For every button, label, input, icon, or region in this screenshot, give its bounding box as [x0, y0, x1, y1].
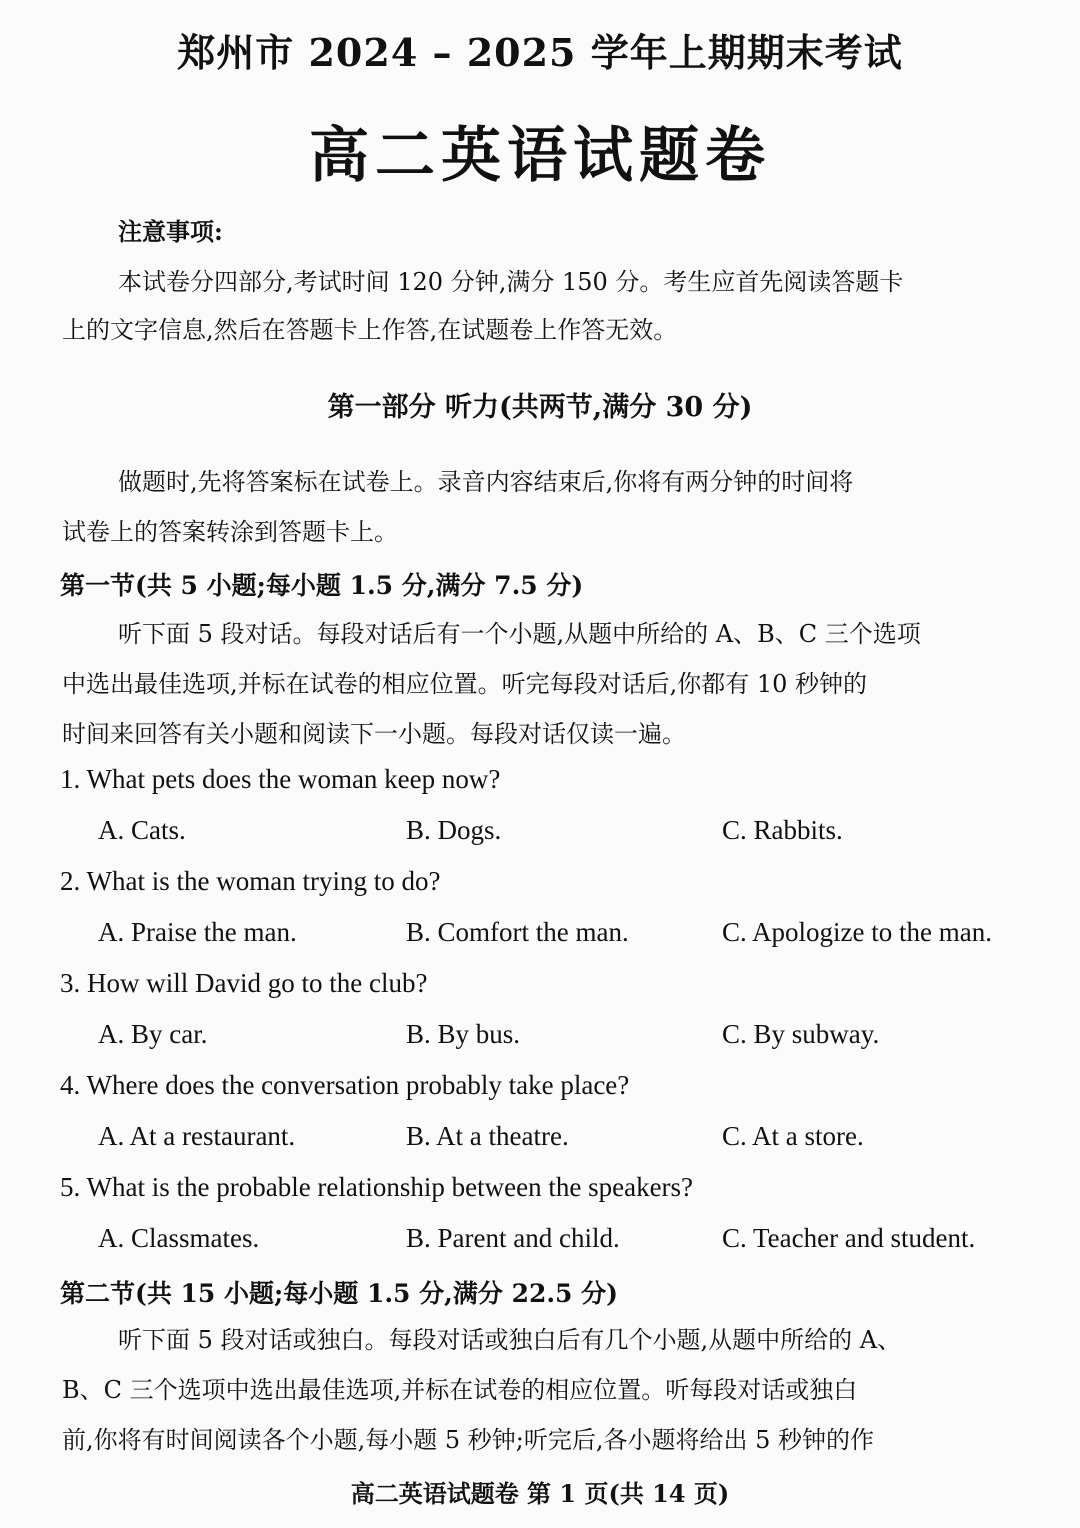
part-intro-line: 做题时,先将答案标在试卷上。录音内容结束后,你将有两分钟的时间将 — [118, 468, 854, 496]
notice-heading: 注意事项: — [118, 217, 223, 246]
option-b: B. Parent and child. — [406, 1223, 620, 1253]
option-b: B. Dogs. — [406, 815, 502, 845]
option-b: B. Comfort the man. — [406, 917, 629, 947]
question-stem: 5. What is the probable relationship between the speakers? — [60, 1172, 694, 1202]
notice-line: 上的文字信息,然后在答题卡上作答,在试题卷上作答无效。 — [62, 316, 678, 344]
question-stem: 2. What is the woman trying to do? — [60, 866, 441, 896]
page-footer: 高二英语试题卷 第 1 页(共 14 页) — [350, 1479, 730, 1508]
section-instruction-line: 听下面 5 段对话或独白。每段对话或独白后有几个小题,从题中所给的 A、 — [118, 1326, 902, 1354]
part-title: 第一部分 听力(共两节,满分 30 分) — [327, 392, 753, 423]
option-a: A. Praise the man. — [98, 917, 297, 947]
option-c: C. By subway. — [722, 1019, 880, 1049]
question-stem: 1. What pets does the woman keep now? — [60, 764, 501, 794]
section-instruction-line: 前,你将有时间阅读各个小题,每小题 5 秒钟;听完后,各小题将给出 5 秒钟的作 — [62, 1426, 875, 1454]
exam-title: 高二英语试题卷 — [309, 121, 771, 191]
option-b: B. At a theatre. — [406, 1121, 569, 1151]
section-heading: 第二节(共 15 小题;每小题 1.5 分,满分 22.5 分) — [60, 1279, 618, 1308]
option-a: A. Cats. — [98, 815, 186, 845]
section-instruction-line: B、C 三个选项中选出最佳选项,并标在试卷的相应位置。听每段对话或独白 — [62, 1376, 858, 1404]
option-c: C. Apologize to the man. — [722, 917, 992, 947]
part-intro-line: 试卷上的答案转涂到答题卡上。 — [62, 518, 398, 546]
section-heading: 第一节(共 5 小题;每小题 1.5 分,满分 7.5 分) — [60, 571, 584, 600]
question-stem: 4. Where does the conversation probably take place? — [60, 1070, 630, 1100]
option-a: A. At a restaurant. — [98, 1121, 296, 1151]
option-a: A. Classmates. — [98, 1223, 260, 1253]
section-instruction-line: 听下面 5 段对话。每段对话后有一个小题,从题中所给的 A、B、C 三个选项 — [118, 620, 921, 648]
section-instruction-line: 时间来回答有关小题和阅读下一小题。每段对话仅读一遍。 — [62, 720, 686, 748]
option-a: A. By car. — [98, 1019, 208, 1049]
option-c: C. At a store. — [722, 1121, 864, 1151]
notice-line: 本试卷分四部分,考试时间 120 分钟,满分 150 分。考生应首先阅读答题卡 — [118, 268, 904, 296]
question-stem: 3. How will David go to the club? — [60, 968, 428, 998]
option-c: C. Rabbits. — [722, 815, 843, 845]
option-b: B. By bus. — [406, 1019, 521, 1049]
section-instruction-line: 中选出最佳选项,并标在试卷的相应位置。听完每段对话后,你都有 10 秒钟的 — [62, 670, 868, 698]
exam-header: 郑州市 2024 – 2025 学年上期期末考试 — [177, 30, 903, 75]
option-c: C. Teacher and student. — [722, 1223, 976, 1253]
